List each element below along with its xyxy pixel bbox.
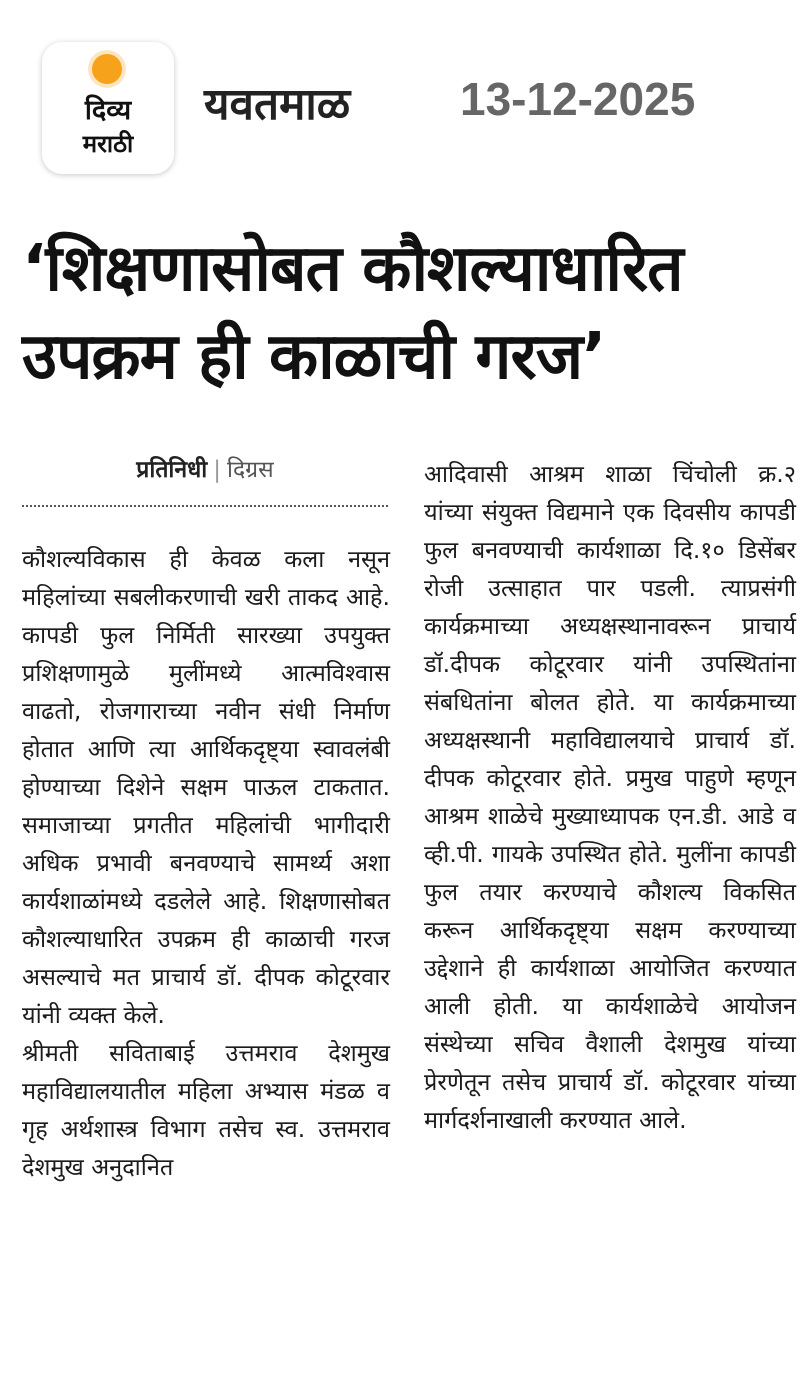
left-paragraph-2: श्रीमती सविताबाई उत्तमराव देशमुख महाविद्यालयातील महिला अभ्यास मंडळ व गृह अर्थशास्त्र विभाग तसेच स्व. उत्तमराव देशमुख अनुदानित (22, 1039, 390, 1181)
headline-line2: उपक्रम ही काळाची गरज’ (22, 320, 606, 394)
left-paragraph-1: कौशल्यविकास ही केवळ कला नसून महिलांच्या सबलीकरणाची खरी ताकद आहे. कापडी फुल निर्मिती सारख्या उपयुक्त प्रशिक्षणामुळे मुलींमध्ये आत्मविश्वास वाढतो, रोजगाराच्या नवीन संधी निर्माण होतात आणि त्या आर्थिकदृष्ट्या स्वावलंबी होण्याच्या दिशेने सक्षम पाऊल टाकतात. समाजाच्या प्रगतीत महिलांची भागीदारी अधिक प्रभावी बनवण्याचे सामर्थ्य अशा कार्यशाळांमध्ये दडलेले आहे. शिक्षणासोबत कौशल्याधारित उपक्रम ही काळाची गरज असल्याचे मत प्राचार्य डॉ. दीपक कोटूरवार यांनी व्यक्त केले. (22, 545, 390, 1029)
byline-place: दिग्रस (227, 457, 274, 483)
logo-text-line2: मराठी (82, 130, 134, 158)
byline (22, 452, 388, 484)
byline-divider (22, 505, 388, 507)
byline-author: प्रतिनिधी (136, 457, 208, 483)
edition-city: यवतमाळ (204, 79, 351, 130)
divya-marathi-logo (42, 42, 174, 174)
sun-icon (92, 54, 122, 84)
right-paragraph-1: आदिवासी आश्रम शाळा चिंचोली क्र.२ यांच्या संयुक्त विद्यमाने एक दिवसीय कापडी फुल बनवण्याची कार्यशाळा दि.१० डिसेंबर रोजी उत्साहात पार पडली. त्याप्रसंगी कार्यक्रमाच्या अध्यक्षस्थानावरून प्राचार्य डॉ.दीपक कोटूरवार यांनी उपस्थितांना संबधितांना बोलत होते. या कार्यक्रमाच्या अध्यक्षस्थानी महाविद्यालयाचे प्राचार्य डॉ. दीपक कोटूरवार होते. प्रमुख पाहुणे म्हणून आश्रम शाळेचे मुख्याध्यापक एन.डी. आडे व व्ही.पी. गायके उपस्थित होते. मुलींना कापडी फुल तयार करण्याचे कौशल्य विकसित करून आर्थिकदृष्ट्या सक्षम करण्याच्या उद्देशाने ही कार्यशाळा आयोजित करण्यात आली होती. या कार्यशाळेचे आयोजन संस्थेच्या सचिव वैशाली देशमुख यांच्या प्रेरणेतून तसेच प्राचार्य डॉ. कोटूरवार यांच्या मार्गदर्शनाखाली करण्यात आले. (424, 460, 796, 1134)
newspaper-header (0, 0, 807, 200)
byline-separator: | (213, 457, 222, 483)
headline-line1: ‘शिक्षणासोबत कौशल्याधारित (22, 232, 683, 306)
logo-text-line1: दिव्य (84, 95, 132, 126)
article-column-right (424, 455, 796, 1139)
edition-date: 13-12-2025 (460, 73, 696, 125)
article-headline (22, 225, 802, 401)
article-column-left (22, 540, 390, 1186)
